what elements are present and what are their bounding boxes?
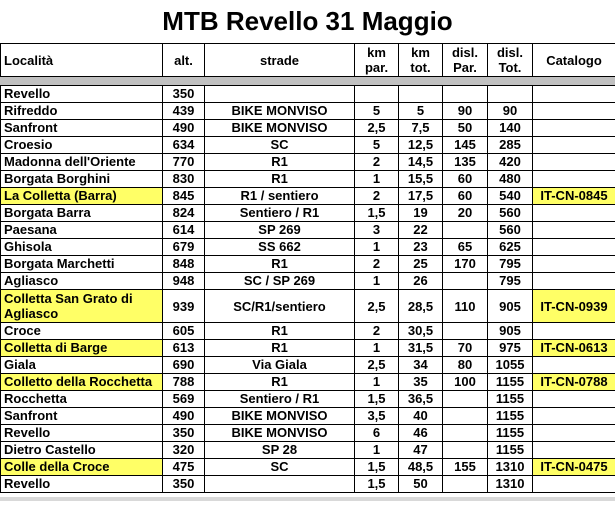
cell-disl-par xyxy=(443,391,488,408)
cell-km-tot: 7,5 xyxy=(399,120,443,137)
cell-km-tot: 47 xyxy=(399,442,443,459)
table-row xyxy=(1,222,615,239)
cell-localita: Colle della Croce xyxy=(1,459,163,476)
cell-km-par: 2,5 xyxy=(355,357,399,374)
cell-disl-par: 135 xyxy=(443,154,488,171)
cell-catalogo xyxy=(533,357,615,374)
cell-alt: 350 xyxy=(163,476,205,493)
cell-strade: BIKE MONVISO xyxy=(205,120,355,137)
cell-disl-par: 170 xyxy=(443,256,488,273)
cell-localita: Borgata Barra xyxy=(1,205,163,222)
cell-disl-tot: 905 xyxy=(488,323,533,340)
cell-strade: R1 xyxy=(205,256,355,273)
cell-km-par: 1 xyxy=(355,340,399,357)
cell-disl-tot: 1310 xyxy=(488,476,533,493)
table-row xyxy=(1,357,615,374)
cell-strade: R1 xyxy=(205,323,355,340)
cell-alt: 634 xyxy=(163,137,205,154)
table-row xyxy=(1,425,615,442)
cell-alt: 690 xyxy=(163,357,205,374)
cell-strade: SC xyxy=(205,459,355,476)
cell-km-par: 6 xyxy=(355,425,399,442)
cell-disl-par xyxy=(443,442,488,459)
cell-strade: SC/R1/sentiero xyxy=(205,290,355,323)
table-row xyxy=(1,340,615,357)
cell-km-par: 1 xyxy=(355,239,399,256)
cell-catalogo xyxy=(533,408,615,425)
cell-disl-par: 50 xyxy=(443,120,488,137)
column-header xyxy=(443,44,488,77)
cell-localita: Revello xyxy=(1,476,163,493)
cell-alt: 350 xyxy=(163,86,205,103)
table-row xyxy=(1,120,615,137)
column-header-text: km xyxy=(411,45,430,60)
cell-km-par: 3 xyxy=(355,222,399,239)
cell-disl-tot xyxy=(488,86,533,103)
cell-disl-par xyxy=(443,323,488,340)
cell-localita: Revello xyxy=(1,425,163,442)
cell-catalogo: IT-CN-0939 xyxy=(533,290,615,323)
cell-km-tot: 23 xyxy=(399,239,443,256)
cell-localita: Revello xyxy=(1,86,163,103)
cell-localita: Colletta San Grato di Agliasco xyxy=(1,290,163,323)
cell-strade: R1 xyxy=(205,154,355,171)
cell-km-tot: 50 xyxy=(399,476,443,493)
sheet-bottom-bar xyxy=(0,497,615,501)
cell-catalogo xyxy=(533,425,615,442)
cell-disl-tot: 1155 xyxy=(488,425,533,442)
cell-alt: 350 xyxy=(163,425,205,442)
column-header xyxy=(205,44,355,77)
cell-catalogo: IT-CN-0788 xyxy=(533,374,615,391)
cell-catalogo xyxy=(533,103,615,120)
cell-disl-par xyxy=(443,222,488,239)
cell-km-par: 5 xyxy=(355,103,399,120)
cell-catalogo xyxy=(533,273,615,290)
cell-strade: Sentiero / R1 xyxy=(205,391,355,408)
cell-disl-par: 20 xyxy=(443,205,488,222)
table-row xyxy=(1,476,615,493)
cell-strade: R1 xyxy=(205,171,355,188)
column-header-text: strade xyxy=(259,52,300,68)
cell-localita: Rocchetta xyxy=(1,391,163,408)
cell-km-tot: 26 xyxy=(399,273,443,290)
cell-alt: 475 xyxy=(163,459,205,476)
cell-disl-par: 70 xyxy=(443,340,488,357)
column-header xyxy=(163,44,205,77)
separator-cell xyxy=(443,77,488,86)
separator-cell xyxy=(488,77,533,86)
cell-disl-tot: 625 xyxy=(488,239,533,256)
cell-km-par: 2,5 xyxy=(355,290,399,323)
table-row xyxy=(1,86,615,103)
cell-catalogo xyxy=(533,171,615,188)
cell-localita: Croesio xyxy=(1,137,163,154)
cell-strade xyxy=(205,476,355,493)
cell-strade: Sentiero / R1 xyxy=(205,205,355,222)
separator-cell xyxy=(399,77,443,86)
cell-alt: 490 xyxy=(163,408,205,425)
cell-km-par: 5 xyxy=(355,137,399,154)
cell-disl-tot: 975 xyxy=(488,340,533,357)
column-header-text: disl. xyxy=(496,45,523,60)
cell-km-tot: 28,5 xyxy=(399,290,443,323)
column-header xyxy=(533,44,615,77)
cell-disl-tot: 90 xyxy=(488,103,533,120)
cell-strade: R1 xyxy=(205,374,355,391)
table-row xyxy=(1,391,615,408)
cell-alt: 845 xyxy=(163,188,205,205)
cell-disl-par xyxy=(443,86,488,103)
cell-disl-tot: 905 xyxy=(488,290,533,323)
column-header xyxy=(355,44,399,77)
cell-alt: 788 xyxy=(163,374,205,391)
cell-km-tot: 40 xyxy=(399,408,443,425)
cell-disl-tot: 795 xyxy=(488,256,533,273)
cell-disl-tot: 1155 xyxy=(488,442,533,459)
table-row xyxy=(1,188,615,205)
cell-km-par: 1 xyxy=(355,374,399,391)
table-row xyxy=(1,408,615,425)
table-row xyxy=(1,171,615,188)
cell-disl-par: 145 xyxy=(443,137,488,154)
table-row xyxy=(1,459,615,476)
cell-localita: Sanfront xyxy=(1,120,163,137)
separator-cell xyxy=(205,77,355,86)
column-header-text: Località xyxy=(4,52,54,68)
cell-catalogo xyxy=(533,323,615,340)
cell-disl-tot: 480 xyxy=(488,171,533,188)
cell-alt: 320 xyxy=(163,442,205,459)
cell-catalogo xyxy=(533,442,615,459)
cell-catalogo: IT-CN-0613 xyxy=(533,340,615,357)
cell-localita: Colletta di Barge xyxy=(1,340,163,357)
cell-alt: 439 xyxy=(163,103,205,120)
cell-strade: SS 662 xyxy=(205,239,355,256)
cell-alt: 613 xyxy=(163,340,205,357)
cell-disl-par: 65 xyxy=(443,239,488,256)
cell-strade: SP 269 xyxy=(205,222,355,239)
cell-strade: R1 / sentiero xyxy=(205,188,355,205)
cell-km-tot: 25 xyxy=(399,256,443,273)
cell-km-par: 2 xyxy=(355,188,399,205)
cell-localita: Colletto della Rocchetta xyxy=(1,374,163,391)
column-header-text: Catalogo xyxy=(546,52,602,68)
cell-disl-par xyxy=(443,476,488,493)
cell-km-tot xyxy=(399,86,443,103)
cell-km-tot: 19 xyxy=(399,205,443,222)
cell-alt: 848 xyxy=(163,256,205,273)
cell-alt: 830 xyxy=(163,171,205,188)
cell-strade: SC xyxy=(205,137,355,154)
cell-catalogo: IT-CN-0845 xyxy=(533,188,615,205)
cell-localita: Croce xyxy=(1,323,163,340)
cell-disl-par: 155 xyxy=(443,459,488,476)
cell-alt: 605 xyxy=(163,323,205,340)
cell-localita: Dietro Castello xyxy=(1,442,163,459)
cell-strade: SC / SP 269 xyxy=(205,273,355,290)
table-row xyxy=(1,374,615,391)
column-header-text: tot. xyxy=(410,60,431,75)
cell-localita: Agliasco xyxy=(1,273,163,290)
cell-disl-tot: 1310 xyxy=(488,459,533,476)
cell-km-tot: 15,5 xyxy=(399,171,443,188)
header-separator xyxy=(1,77,615,86)
table-row xyxy=(1,256,615,273)
cell-km-par: 1 xyxy=(355,442,399,459)
table-row xyxy=(1,442,615,459)
separator-cell xyxy=(163,77,205,86)
cell-km-par: 1,5 xyxy=(355,391,399,408)
cell-km-par xyxy=(355,86,399,103)
cell-localita: Ghisola xyxy=(1,239,163,256)
cell-disl-tot: 540 xyxy=(488,188,533,205)
column-header-text: par. xyxy=(364,60,389,75)
column-header xyxy=(399,44,443,77)
cell-km-tot: 14,5 xyxy=(399,154,443,171)
cell-strade: BIKE MONVISO xyxy=(205,408,355,425)
cell-km-tot: 34 xyxy=(399,357,443,374)
column-header-text: km xyxy=(367,45,386,60)
cell-km-tot: 35 xyxy=(399,374,443,391)
cell-localita: Rifreddo xyxy=(1,103,163,120)
column-header-text: Tot. xyxy=(498,60,522,75)
cell-strade: BIKE MONVISO xyxy=(205,425,355,442)
cell-localita: Borgata Marchetti xyxy=(1,256,163,273)
cell-disl-tot: 560 xyxy=(488,222,533,239)
table-body xyxy=(1,77,615,493)
cell-alt: 824 xyxy=(163,205,205,222)
cell-km-par: 1,5 xyxy=(355,205,399,222)
separator-cell xyxy=(355,77,399,86)
column-header-text: Par. xyxy=(453,60,477,75)
cell-disl-tot: 1155 xyxy=(488,408,533,425)
cell-catalogo xyxy=(533,391,615,408)
table-row xyxy=(1,290,615,323)
cell-km-tot: 31,5 xyxy=(399,340,443,357)
separator-cell xyxy=(533,77,615,86)
cell-localita: Giala xyxy=(1,357,163,374)
cell-km-par: 2,5 xyxy=(355,120,399,137)
cell-disl-tot: 1155 xyxy=(488,374,533,391)
cell-km-par: 2 xyxy=(355,154,399,171)
cell-alt: 490 xyxy=(163,120,205,137)
cell-disl-par: 100 xyxy=(443,374,488,391)
cell-localita: Sanfront xyxy=(1,408,163,425)
cell-km-tot: 22 xyxy=(399,222,443,239)
cell-disl-tot: 795 xyxy=(488,273,533,290)
cell-localita: Borgata Borghini xyxy=(1,171,163,188)
cell-disl-tot: 1055 xyxy=(488,357,533,374)
cell-strade: Via Giala xyxy=(205,357,355,374)
separator-cell xyxy=(1,77,163,86)
cell-km-tot: 5 xyxy=(399,103,443,120)
cell-strade: R1 xyxy=(205,340,355,357)
cell-disl-par: 60 xyxy=(443,188,488,205)
table-row xyxy=(1,323,615,340)
cell-km-par: 3,5 xyxy=(355,408,399,425)
cell-strade: SP 28 xyxy=(205,442,355,459)
cell-localita: Madonna dell'Oriente xyxy=(1,154,163,171)
cell-km-tot: 17,5 xyxy=(399,188,443,205)
cell-km-par: 2 xyxy=(355,323,399,340)
cell-localita: Paesana xyxy=(1,222,163,239)
cell-catalogo: IT-CN-0475 xyxy=(533,459,615,476)
table-row xyxy=(1,205,615,222)
cell-disl-tot: 420 xyxy=(488,154,533,171)
cell-catalogo xyxy=(533,256,615,273)
table-row xyxy=(1,137,615,154)
cell-km-tot: 12,5 xyxy=(399,137,443,154)
cell-km-tot: 30,5 xyxy=(399,323,443,340)
cell-catalogo xyxy=(533,137,615,154)
cell-strade: BIKE MONVISO xyxy=(205,103,355,120)
cell-disl-par: 90 xyxy=(443,103,488,120)
cell-km-tot: 48,5 xyxy=(399,459,443,476)
column-header xyxy=(488,44,533,77)
cell-alt: 614 xyxy=(163,222,205,239)
page-title: MTB Revello 31 Maggio xyxy=(162,6,453,36)
cell-catalogo xyxy=(533,86,615,103)
cell-disl-par: 60 xyxy=(443,171,488,188)
column-header-text: alt. xyxy=(174,52,193,68)
cell-km-tot: 36,5 xyxy=(399,391,443,408)
cell-disl-tot: 1155 xyxy=(488,391,533,408)
cell-alt: 679 xyxy=(163,239,205,256)
table-row xyxy=(1,273,615,290)
cell-catalogo xyxy=(533,205,615,222)
cell-km-par: 1,5 xyxy=(355,476,399,493)
cell-disl-tot: 285 xyxy=(488,137,533,154)
cell-strade xyxy=(205,86,355,103)
cell-km-par: 1 xyxy=(355,273,399,290)
cell-disl-par xyxy=(443,408,488,425)
cell-catalogo xyxy=(533,222,615,239)
cell-disl-par xyxy=(443,425,488,442)
table-row xyxy=(1,239,615,256)
cell-km-tot: 46 xyxy=(399,425,443,442)
cell-km-par: 2 xyxy=(355,256,399,273)
table-row xyxy=(1,154,615,171)
cell-catalogo xyxy=(533,154,615,171)
cell-catalogo xyxy=(533,120,615,137)
cell-km-par: 1,5 xyxy=(355,459,399,476)
cell-disl-tot: 560 xyxy=(488,205,533,222)
route-table xyxy=(0,43,615,493)
cell-km-par: 1 xyxy=(355,171,399,188)
cell-disl-par: 80 xyxy=(443,357,488,374)
cell-disl-tot: 140 xyxy=(488,120,533,137)
column-header xyxy=(1,44,163,77)
cell-localita: La Colletta (Barra) xyxy=(1,188,163,205)
cell-catalogo xyxy=(533,476,615,493)
cell-catalogo xyxy=(533,239,615,256)
column-header-text: disl. xyxy=(451,45,478,60)
cell-alt: 948 xyxy=(163,273,205,290)
cell-alt: 939 xyxy=(163,290,205,323)
cell-alt: 569 xyxy=(163,391,205,408)
table-row xyxy=(1,103,615,120)
cell-disl-par: 110 xyxy=(443,290,488,323)
cell-disl-par xyxy=(443,273,488,290)
cell-alt: 770 xyxy=(163,154,205,171)
header-row xyxy=(1,44,615,77)
